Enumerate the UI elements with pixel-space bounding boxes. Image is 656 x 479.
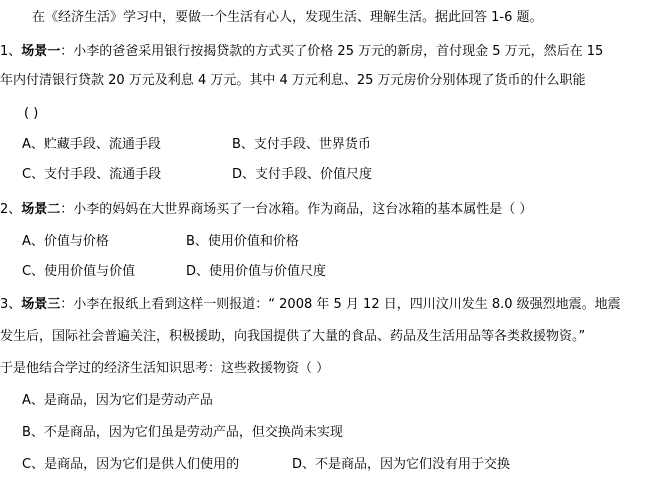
option-a: A、贮藏手段、流通手段: [22, 137, 161, 152]
option-d: D、支付手段、价值尺度: [232, 167, 373, 182]
scene-label: 场景一: [21, 44, 61, 59]
option-b: B、不是商品，因为它们虽是劳动产品，但交换尚未实现: [22, 425, 343, 440]
question-number: 1、: [0, 44, 22, 59]
question-text: ：小李在报纸上看到这样一则报道：“ 2008 年 5 月 12 日，四川汶川发生 8.0 级强烈地震。地震: [60, 297, 621, 312]
option-d: D、使用价值与价值尺度: [186, 264, 327, 279]
option-c: C、支付手段、流通手段: [22, 167, 162, 182]
answer-paren: ( ): [24, 106, 39, 121]
question-2-line: [0, 202, 532, 218]
question-number: 3、: [0, 297, 22, 312]
question-text: ：小李的爸爸采用银行按揭贷款的方式买了价格 25 万元的新房，首付现金 5 万元，然后在 15: [60, 44, 604, 59]
option-b: B、使用价值和价格: [186, 234, 299, 249]
option-a: A、价值与价格: [22, 234, 109, 249]
question-text: ：小李的妈妈在大世界商场买了一台冰箱。作为商品，这台冰箱的基本属性是（ ）: [60, 202, 533, 217]
intro-text: 在《经济生活》学习中，要做一个生活有心人，发现生活、理解生活。据此回答 1-6 题。: [32, 10, 543, 25]
question-1-line-1: [0, 44, 603, 60]
scene-label: 场景三: [21, 297, 61, 312]
option-c: C、是商品，因为它们是供人们使用的: [22, 457, 240, 472]
scene-label: 场景二: [21, 202, 61, 217]
option-b: B、支付手段、世界货币: [232, 137, 371, 152]
option-d: D、不是商品，因为它们没有用于交换: [292, 457, 511, 472]
question-1-line-2: 年内付清银行贷款 20 万元及利息 4 万元。其中 4 万元利息、25 万元房价分别体现了货币的什么职能: [0, 73, 586, 88]
question-number: 2、: [0, 202, 22, 217]
option-a: A、是商品，因为它们是劳动产品: [22, 393, 213, 408]
option-c: C、使用价值与价值: [22, 264, 136, 279]
question-3-line-2: 发生后，国际社会普遍关注，积极援助，向我国提供了大量的食品、药品及生活用品等各类救援物资。”: [0, 329, 586, 344]
question-3-line-3: 于是他结合学过的经济生活知识思考：这些救援物资（ ）: [0, 361, 330, 376]
question-3-line-1: [0, 297, 621, 313]
